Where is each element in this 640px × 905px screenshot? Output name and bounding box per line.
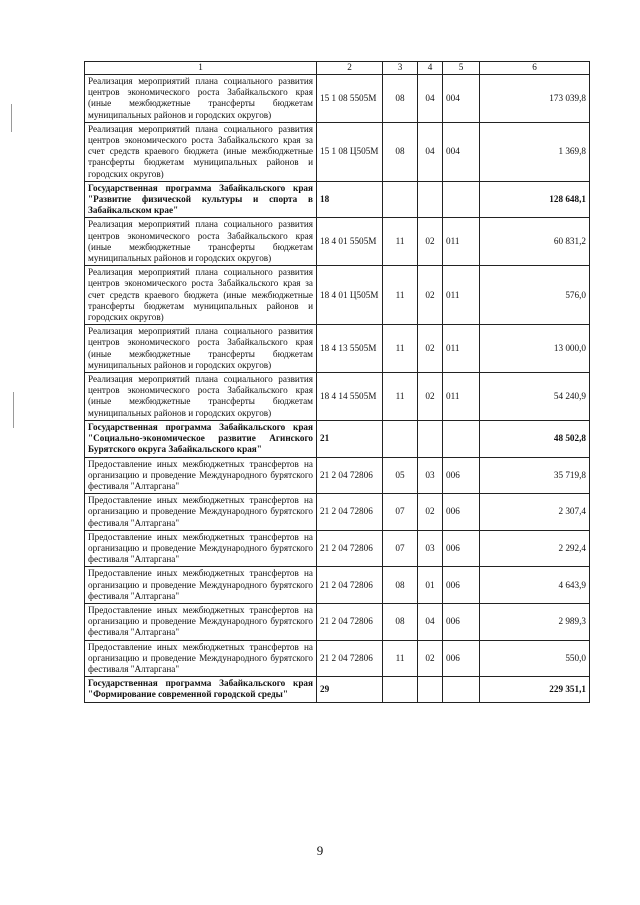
row-target-code: 21 2 04 72806 [317,603,383,640]
row-amount: 2 307,4 [480,494,590,531]
row-amount: 2 292,4 [480,530,590,567]
row-department-code: 011 [443,325,480,373]
row-section-code: 11 [383,373,418,421]
table-row [85,181,590,218]
table-row [85,266,590,325]
row-department-code: 004 [443,122,480,181]
row-target-code: 15 1 08 5505М [317,75,383,123]
row-target-code: 21 2 04 72806 [317,494,383,531]
row-amount: 576,0 [480,266,590,325]
row-target-code: 29 [317,677,383,702]
row-target-code: 15 1 08 Ц505М [317,122,383,181]
row-department-code: 006 [443,494,480,531]
row-subsection-code [418,677,443,702]
row-description: Реализация мероприятий плана социального развития центров экономического роста Забайкальского края (иные межбюджетные трансферты бюджетам муниципальных районов и городских округов) [85,373,317,421]
margin-mark [13,392,14,428]
row-section-code: 05 [383,457,418,494]
row-subsection-code: 02 [418,640,443,677]
row-section-code: 08 [383,567,418,604]
row-amount: 48 502,8 [480,420,590,457]
row-description: Государственная программа Забайкальского края "Формирование современной городской среды" [85,677,317,702]
row-amount: 60 831,2 [480,218,590,266]
column-header: 1 [85,62,317,75]
row-description: Государственная программа Забайкальского края "Социально-экономическое развитие Агинского Бурятского округа Забайкальского края" [85,420,317,457]
table-row [85,373,590,421]
table-body [85,75,590,703]
table-row [85,530,590,567]
row-description: Предоставление иных межбюджетных трансфертов на организацию и проведение Международного бурятского фестиваля "Алтаргана" [85,530,317,567]
row-description: Реализация мероприятий плана социального развития центров экономического роста Забайкальского края за счет средств краевого бюджета (иные межбюджетные трансферты бюджетам муниципальных районов и городских округов) [85,266,317,325]
row-subsection-code: 02 [418,373,443,421]
row-department-code: 006 [443,567,480,604]
column-header: 4 [418,62,443,75]
row-subsection-code: 03 [418,457,443,494]
table-row [85,325,590,373]
row-subsection-code [418,420,443,457]
row-description: Предоставление иных межбюджетных трансфертов на организацию и проведение Международного бурятского фестиваля "Алтаргана" [85,567,317,604]
row-subsection-code [418,181,443,218]
column-header: 5 [443,62,480,75]
row-amount: 1 369,8 [480,122,590,181]
row-target-code: 18 4 13 5505М [317,325,383,373]
row-target-code: 21 2 04 72806 [317,640,383,677]
row-description: Предоставление иных межбюджетных трансфертов на организацию и проведение Международного бурятского фестиваля "Алтаргана" [85,603,317,640]
row-department-code: 011 [443,218,480,266]
row-amount: 128 648,1 [480,181,590,218]
row-description: Предоставление иных межбюджетных трансфертов на организацию и проведение Международного бурятского фестиваля "Алтаргана" [85,640,317,677]
row-description: Реализация мероприятий плана социального развития центров экономического роста Забайкальского края (иные межбюджетные трансферты бюджетам муниципальных районов и городских округов) [85,325,317,373]
budget-table [84,61,590,703]
row-section-code: 08 [383,122,418,181]
row-section-code: 07 [383,530,418,567]
row-subsection-code: 01 [418,567,443,604]
row-department-code: 004 [443,75,480,123]
page-number: 9 [316,843,324,858]
row-section-code: 08 [383,603,418,640]
row-department-code [443,181,480,218]
row-section-code [383,420,418,457]
row-amount: 550,0 [480,640,590,677]
table-row [85,218,590,266]
row-target-code: 21 [317,420,383,457]
row-target-code: 18 4 01 5505М [317,218,383,266]
row-section-code: 11 [383,266,418,325]
row-subsection-code: 02 [418,325,443,373]
row-subsection-code: 03 [418,530,443,567]
row-department-code: 011 [443,373,480,421]
row-description: Реализация мероприятий плана социального развития центров экономического роста Забайкальского края (иные межбюджетные трансферты бюджетам муниципальных районов и городских округов) [85,75,317,123]
row-amount: 54 240,9 [480,373,590,421]
table-row [85,640,590,677]
row-amount: 4 643,9 [480,567,590,604]
column-header: 6 [480,62,590,75]
row-subsection-code: 02 [418,218,443,266]
row-subsection-code: 04 [418,603,443,640]
row-department-code: 006 [443,530,480,567]
row-section-code: 11 [383,640,418,677]
table-row [85,457,590,494]
row-amount: 229 351,1 [480,677,590,702]
row-subsection-code: 02 [418,266,443,325]
table-row [85,75,590,123]
row-target-code: 18 4 01 Ц505М [317,266,383,325]
row-description: Реализация мероприятий плана социального развития центров экономического роста Забайкальского края за счет средств краевого бюджета (иные межбюджетные трансферты бюджетам муниципальных районов и городских округов) [85,122,317,181]
row-department-code [443,420,480,457]
row-department-code: 006 [443,640,480,677]
table-row [85,677,590,702]
row-section-code: 11 [383,218,418,266]
row-description: Предоставление иных межбюджетных трансфертов на организацию и проведение Международного бурятского фестиваля "Алтаргана" [85,494,317,531]
row-subsection-code: 02 [418,494,443,531]
row-section-code [383,181,418,218]
table-row [85,494,590,531]
table-row [85,603,590,640]
row-target-code: 21 2 04 72806 [317,567,383,604]
margin-mark [11,104,12,132]
row-department-code: 006 [443,457,480,494]
table-row [85,122,590,181]
row-target-code: 18 4 14 5505М [317,373,383,421]
table-row [85,567,590,604]
row-description: Государственная программа Забайкальского края "Развитие физической культуры и спорта в Забайкальском крае" [85,181,317,218]
column-header: 3 [383,62,418,75]
row-amount: 173 039,8 [480,75,590,123]
row-description: Реализация мероприятий плана социального развития центров экономического роста Забайкальского края (иные межбюджетные трансферты бюджетам муниципальных районов и городских округов) [85,218,317,266]
table-header-row [85,62,590,75]
row-section-code: 08 [383,75,418,123]
row-department-code [443,677,480,702]
row-subsection-code: 04 [418,122,443,181]
row-section-code: 07 [383,494,418,531]
row-amount: 2 989,3 [480,603,590,640]
row-description: Предоставление иных межбюджетных трансфертов на организацию и проведение Международного бурятского фестиваля "Алтаргана" [85,457,317,494]
row-subsection-code: 04 [418,75,443,123]
row-amount: 35 719,8 [480,457,590,494]
row-target-code: 21 2 04 72806 [317,457,383,494]
row-section-code [383,677,418,702]
row-department-code: 011 [443,266,480,325]
row-amount: 13 000,0 [480,325,590,373]
row-section-code: 11 [383,325,418,373]
column-header: 2 [317,62,383,75]
table-row [85,420,590,457]
row-department-code: 006 [443,603,480,640]
row-target-code: 21 2 04 72806 [317,530,383,567]
row-target-code: 18 [317,181,383,218]
